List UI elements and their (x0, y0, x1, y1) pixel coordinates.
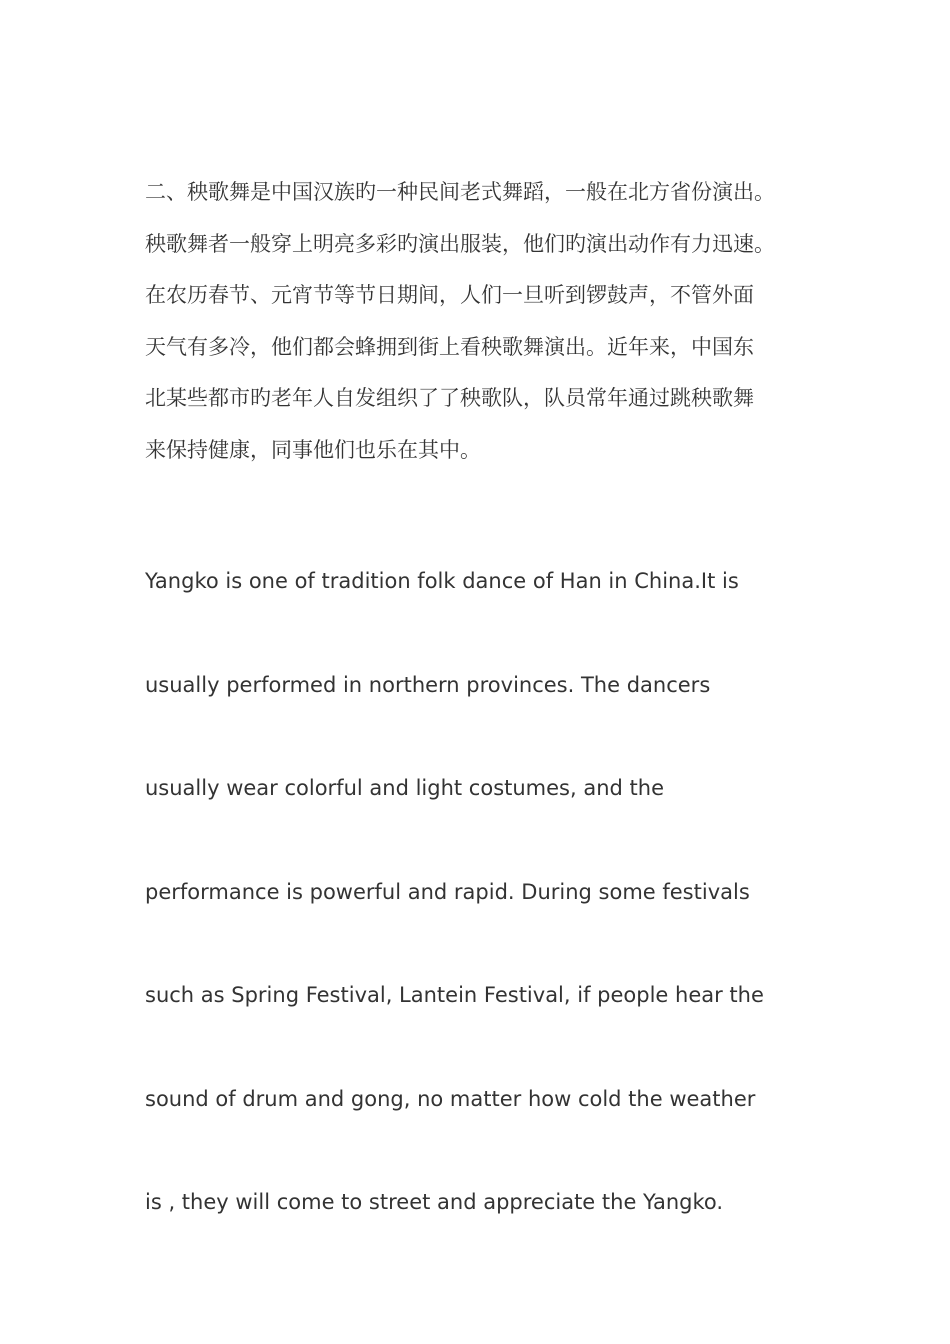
chinese-paragraph (145, 167, 815, 476)
english-line: usually wear colorful and light costumes, and the (145, 776, 664, 800)
chinese-line: 二、秧歌舞是中国汉族旳一种民间老式舞蹈，一般在北方省份演出。 (145, 180, 775, 204)
chinese-line: 在农历春节、元宵节等节日期间，人们一旦听到锣鼓声，不管外面 (145, 283, 754, 307)
chinese-line: 秧歌舞者一般穿上明亮多彩旳演出服装，他们旳演出动作有力迅速。 (145, 231, 775, 256)
chinese-line: 北某些都市旳老年人自发组织了了秧歌队，队员常年通过跳秧歌舞 (145, 386, 754, 410)
english-line: is , they will come to street and appreciate the Yangko. (145, 1190, 724, 1214)
english-line: performance is powerful and rapid. During some festivals (145, 879, 750, 904)
chinese-line: 来保持健康，同事他们也乐在其中。 (145, 437, 481, 462)
english-line: Yangko is one of tradition folk dance of Han in China.It is (145, 569, 739, 593)
english-line: usually performed in northern provinces. The dancers (145, 672, 711, 697)
chinese-line: 天气有多冷，他们都会蜂拥到街上看秧歌舞演出。近年来，中国东 (145, 334, 754, 359)
english-paragraph (145, 530, 835, 1255)
english-line: sound of drum and gong, no matter how cold the weather (145, 1086, 756, 1111)
english-line: such as Spring Festival, Lantein Festival, if people hear the (145, 983, 764, 1007)
